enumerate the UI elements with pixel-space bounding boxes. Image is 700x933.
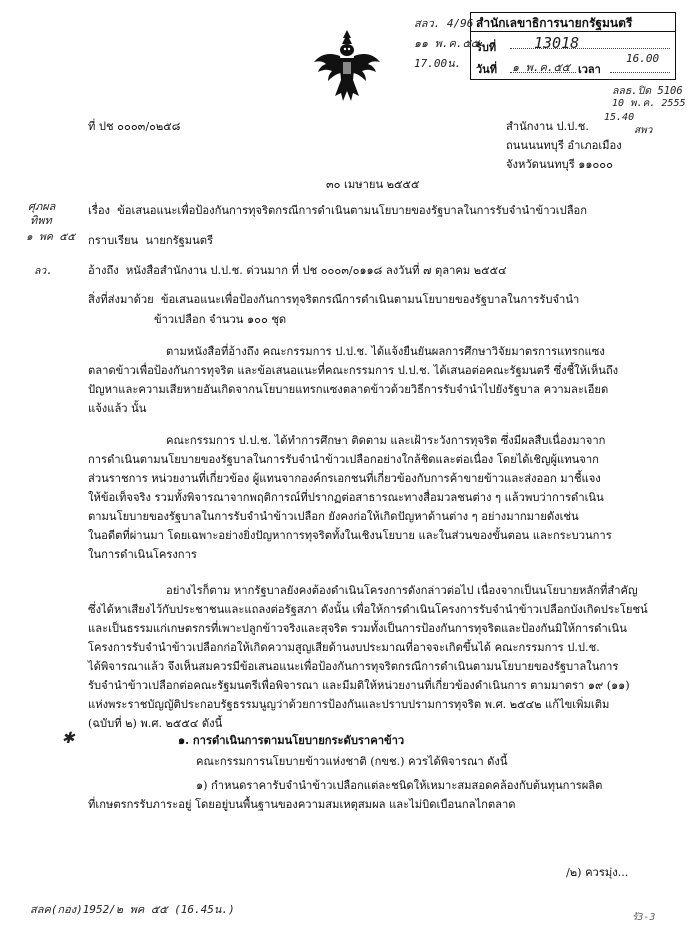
side-note-line2: 10 พ.ค. 2555 [612, 98, 686, 109]
p3-line: ได้พิจารณาแล้ว จึงเห็นสมควรมีข้อเสนอแนะเพื่อป้องกันการทุจริตกรณีการดำเนินตามนโยบายของรัฐบาลในการ [88, 660, 619, 673]
stamp-reg-label: รับที่ [476, 41, 497, 54]
letter-date: ๓๐ เมษายน ๒๕๕๕ [326, 178, 420, 191]
sender-road: ถนนนนทบุรี อำเภอเมือง [506, 139, 622, 152]
enclosure-label: สิ่งที่ส่งมาด้วย [88, 293, 154, 306]
reference-line [88, 264, 507, 278]
p3-line: อย่างไรก็ตาม หากรัฐบาลยังคงต้องดำเนินโครงการดังกล่าวต่อไป เนื่องจากเป็นนโยบายหลักที่สำคัญ [166, 584, 638, 597]
stamp-left-time: 17.00น. [414, 57, 462, 70]
letter-ref-no: ที่ ปช ๐๐๐๓/๐๒๕๘ [88, 120, 181, 133]
continue-marker: /๒) ควรมุ่ง... [566, 866, 629, 879]
p1-line: ตามหนังสือที่อ้างถึง คณะกรรมการ ป.ป.ช. ได้แจ้งยืนยันผลการศึกษาวิจัยมาตรการแทรกแซง [166, 345, 605, 358]
p3-line: แห่งพระราชบัญญัติประกอบรัฐธรรมนูญว่าด้วยการป้องกันและปราบปรามการทุจริต พ.ศ. ๒๕๔๒ แก้ไขเพิ่มเติม [88, 698, 610, 711]
margin-asterisk-mark: ✱ [62, 724, 75, 748]
corner-note: รั3-3 [632, 912, 656, 923]
subject-line [88, 204, 587, 218]
salutation-label: กราบเรียน [88, 234, 139, 247]
stamp-time-value: 16.00 [626, 52, 660, 65]
salutation-line [88, 234, 213, 248]
stamp-divider [470, 31, 676, 32]
side-note-line3: 15.40 [604, 112, 635, 123]
stamp-left-date: ๑๑ พ.ค.๕๕ [414, 37, 480, 50]
subject-label: เรื่อง [88, 204, 111, 217]
paragraph-2 [88, 431, 643, 564]
enclosure-line [88, 293, 579, 307]
margin-note-line4: ลว. [34, 265, 53, 277]
salutation-text: นายกรัฐมนตรี [145, 234, 214, 247]
item1-line: ที่เกษตรกรรับภาระอยู่ โดยอยู่บนพื้นฐานของความสมเหตุสมผล และไม่บิดเบือนกลไกตลาด [88, 798, 516, 811]
section-1-heading: ๑. การดำเนินการตามนโยบายกระดับราคาข้าว [178, 733, 405, 747]
margin-note-line3: ๑ พค ๕๕ [26, 231, 76, 243]
stamp-date-label: วันที่ [476, 63, 497, 76]
p3-line: ซึ่งได้หาเสียงไว้กับประชาชนและแถลงต่อรัฐสภา ดังนั้น เพื่อให้การดำเนินโครงการรับจำนำข้าวเปลือกบังเกิดประโยชน์ [88, 603, 648, 616]
p2-line: การดำเนินตามนโยบายของรัฐบาลในการรับจำนำข้าวเปลือกอย่างใกล้ชิดและต่อเนื่อง โดยได้เชิญผู้แทนจาก [88, 453, 599, 466]
garuda-emblem-icon [312, 28, 382, 104]
stamp-reg-no: 13018 [534, 34, 580, 52]
p3-line: (ฉบับที่ ๒) พ.ศ. ๒๕๕๔ ดังนี้ [88, 717, 223, 730]
filing-note: สลค(กอง)1952/๒ พค ๕๕ (16.45น.) [30, 903, 235, 916]
p2-line: ในการดำเนินโครงการ [88, 548, 197, 561]
p2-line: ส่วนราชการ หน่วยงานที่เกี่ยวข้อง ผู้แทนจากองค์กรเอกชนที่เกี่ยวข้องกับการค้าขายข้าวและส่งออก มาชี้แจง [88, 472, 601, 485]
paragraph-1 [88, 342, 643, 418]
section-1-intro: คณะกรรมการนโยบายข้าวแห่งชาติ (กขช.) ควรได้พิจารณา ดังนี้ [196, 755, 508, 768]
stamp-left-code: สลว. 4/96 [414, 17, 474, 30]
p1-line: แจ้งแล้ว นั้น [88, 402, 147, 415]
p3-line: และเป็นธรรมแก่เกษตรกรที่เพาะปลูกข้าวจริงและสุจริต รวมทั้งเป็นการป้องกันการทุจริตและป้องกันมิให้การดำเนิน [88, 622, 627, 635]
receiving-stamp [414, 12, 676, 80]
reference-label: อ้างถึง [88, 264, 119, 277]
side-note-line1: ลลธ.ปิด 5106 [612, 85, 683, 97]
p1-line: ตลาดข้าวเพื่อป้องกันการทุจริต และข้อเสนอแนะที่คณะกรรมการ ป.ป.ช. ได้เสนอต่อคณะรัฐมนตรี ซึ่งชี้ให้เห็นถึง [88, 364, 619, 377]
stamp-office: สำนักเลขาธิการนายกรัฐมนตรี [476, 16, 633, 30]
p3-line: รับจำนำข้าวเปลือกต่อคณะรัฐมนตรีเพื่อพิจารณา และมีมติให้หน่วยงานที่เกี่ยวข้องดำเนินการ ตามมาตรา ๑๙ (๑๑) [88, 679, 630, 692]
stamp-date-value: ๑ พ.ค.๕๕ [512, 61, 571, 74]
p2-line: คณะกรรมการ ป.ป.ช. ได้ทำการศึกษา ติดตาม และเฝ้าระวังการทุจริต ซึ่งมีผลสืบเนื่องมาจาก [166, 434, 606, 447]
reference-text: หนังสือสำนักงาน ป.ป.ช. ด่วนมาก ที่ ปช ๐๐๐๓/๐๑๑๘ ลงวันที่ ๗ ตุลาคม ๒๕๕๔ [125, 264, 507, 277]
enclosure-text-2: ข้าวเปลือก จำนวน ๑๐๐ ชุด [154, 313, 287, 326]
sender-office: สำนักงาน ป.ป.ช. [506, 120, 589, 133]
p1-line: ปัญหาและความเสียหายอันเกิดจากนโยบายแทรกแซงตลาดข้าวด้วยวิธีการรับจำนำไปยังรัฐบาล ความละเอียด [88, 383, 609, 396]
margin-note-line1: ศุภผล [28, 200, 56, 213]
p2-line: ให้ข้อเท็จจริง รวมทั้งพิจารณาจากพฤติการณ์ที่ปรากฏต่อสาธารณะทางสื่อมวลชนต่าง ๆ แล้วพบว่าการดำเนิน [88, 491, 604, 504]
stamp-time-label: เวลา [578, 63, 601, 76]
sender-province: จังหวัดนนทบุรี ๑๑๐๐๐ [506, 158, 613, 171]
enclosure-text-1: ข้อเสนอแนะเพื่อป้องกันการทุจริตกรณีการดำเนินตามนโยบายของรัฐบาลในการรับจำนำ [160, 293, 580, 306]
subject-text: ข้อเสนอแนะเพื่อป้องกันการทุจริตกรณีการดำเนินตามนโยบายของรัฐบาลในการรับจำนำข้าวเปลือก [117, 204, 588, 217]
stamp-time-line [610, 72, 670, 73]
p3-line: โครงการรับจำนำข้าวเปลือกก่อให้เกิดความสูญเสียด้านงบประมาณที่อาจจะเกิดขึ้นได้ คณะกรรมการ ป.ป.ช. [88, 641, 600, 654]
p2-line: ตามนโยบายของรัฐบาลในการรับจำนำข้าวเปลือก ยังคงก่อให้เกิดปัญหาด้านต่าง ๆ อย่างมากมายดังเช่น [88, 510, 579, 523]
paragraph-3 [88, 581, 648, 733]
side-note-line4: สพว [634, 125, 653, 136]
section-1-item-1 [88, 776, 643, 814]
margin-note-line2: ทิพท [30, 214, 52, 227]
item1-line: ๑) กำหนดราคารับจำนำข้าวเปลือกแต่ละชนิดให้เหมาะสมสอดคล้องกับต้นทุนการผลิต [196, 779, 603, 792]
p2-line: ในอดีตที่ผ่านมา โดยเฉพาะอย่างยิ่งปัญหาการทุจริตทั้งในเชิงนโยบาย และในส่วนของขั้นตอน และกระบวนการ [88, 529, 612, 542]
